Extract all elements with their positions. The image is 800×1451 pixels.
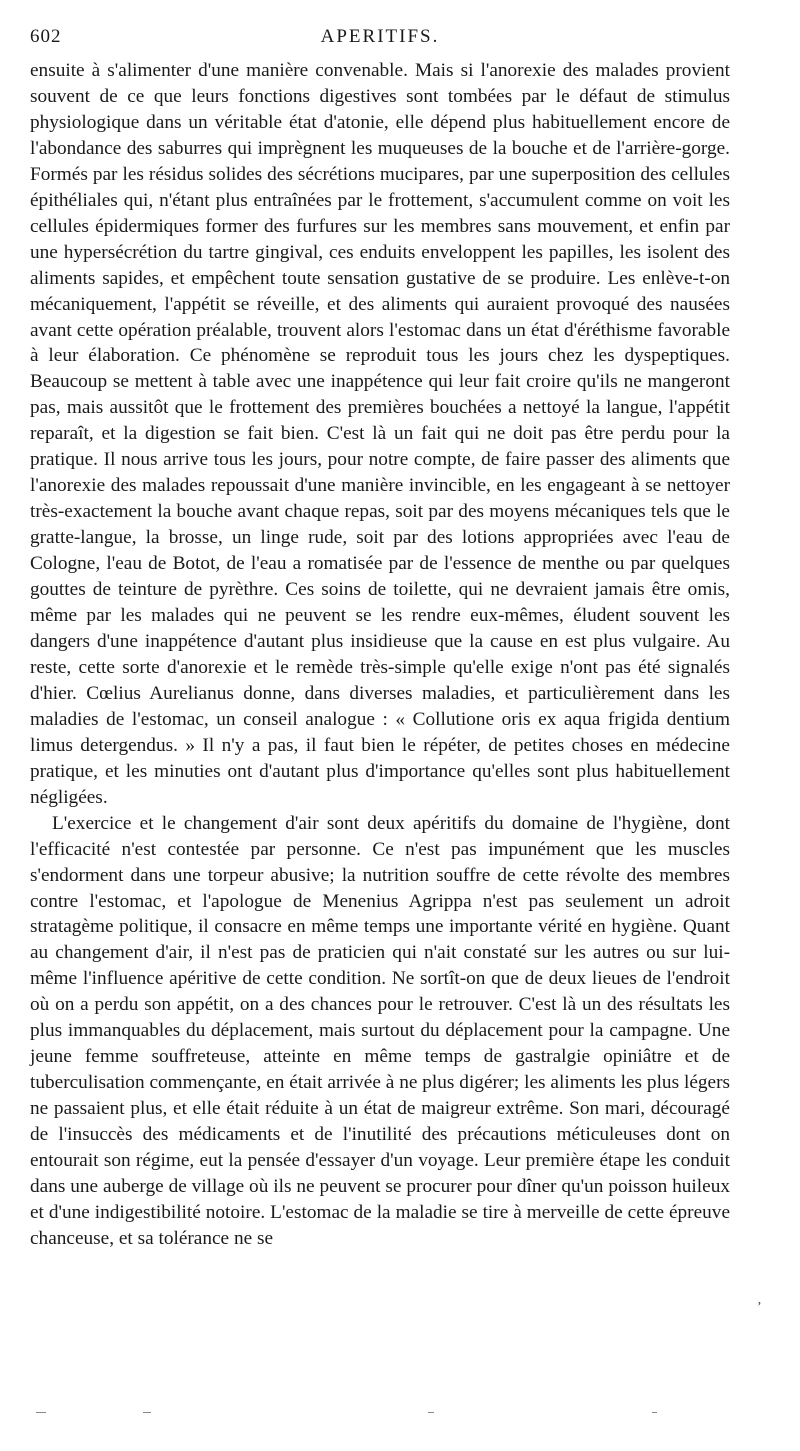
book-page	[30, 26, 730, 1252]
paragraph-anorexie: ensuite à s'alimenter d'une manière convenable. Mais si l'anorexie des malades provient souvent de ce que leurs fonctions digestives sont tombées par le défaut de stimulus physiologique dans un véritable état d'atonie, elle dépend plus habituellement encore de l'abondance des saburres qui imprègnent les muqueuses de la bouche et de l'arrière-gorge. Formés par les résidus solides des sécrétions mucipares, par une superposition des cellules épithéliales qui, n'étant plus entraînées par le frottement, s'accumulent comme on voit les cellules épidermiques former des furfures sur les membres sans mouvement, et enfin par une hypersécrétion du tartre gingival, ces enduits enveloppent les papilles, les isolent des aliments sapides, et empêchent toute sensation gustative de se produire. Les enlève-t-on mécaniquement, l'appétit se réveille, et des aliments qui auraient provoqué des nausées avant cette opération préalable, trouvent alors l'estomac dans un état d'éréthisme favorable à leur élaboration. Ce phénomène se reproduit tous les jours chez les dyspeptiques. Beaucoup se mettent à table avec une inappétence qui leur fait croire qu'ils ne mangeront pas, mais aussitôt que le frottement des premières bouchées a nettoyé la langue, l'appétit reparaît, et la digestion se fait bien. C'est là un fait qui ne doit pas être perdu pour la pratique. Il nous arrive tous les jours, pour notre compte, de faire passer des aliments que l'anorexie des malades repoussait d'une manière invincible, en les engageant à se nettoyer très-exactement la bouche avant chaque repas, soit par des moyens mécaniques tels que le gratte-langue, la brosse, un linge rude, soit par des lotions appropriées avec l'eau de Cologne, l'eau de Botot, de l'eau a romatisée par de l'essence de menthe ou par quelques gouttes de teinture de pyrèthre. Ces soins de toilette, qui ne devraient jamais être omis, même par les malades qui ne peuvent se les rendre eux-mêmes, éludent souvent les dangers d'une inappétence d'autant plus insidieuse que la cause en est plus vulgaire. Au reste, cette sorte d'anorexie et le remède très-simple qu'elle exige n'ont pas été signalés d'hier. Cœlius Aurelianus donne, dans diverses maladies, et particulièrement dans les maladies de l'estomac, un conseil analogue : « Collutione oris ex aqua frigida dentium limus detergendus. » Il n'y a pas, il faut bien le répéter, de petites choses en médecine pratique, et les minuties ont d'autant plus d'importance qu'elles sont plus habituellement négligées.	[30, 60, 730, 808]
page-header	[30, 26, 730, 54]
margin-mark: ʼ	[757, 1300, 762, 1315]
page-bottom-marks	[30, 1412, 730, 1422]
running-head: APERITIFS.	[320, 26, 440, 47]
paragraph-exercice: L'exercice et le changement d'air sont deux apéritifs du domaine de l'hygiène, dont l'efficacité n'est contestée par personne. Ce n'est pas impunément que les muscles s'endorment dans une torpeur abusive; la nutrition souffre de cette révolte des membres contre l'estomac, et l'apologue de Menenius Agrippa n'est pas seulement un adroit stratagème politique, il consacre en même temps une importante vérité en hygiène. Quant au changement d'air, il n'est pas de praticien qui n'ait constaté sur les autres ou sur lui-même l'influence apéritive de cette condition. Ne sortît-on que de deux lieues de l'endroit où on a perdu son appétit, on a des chances pour le retrouver. C'est là un des résultats les plus immanquables du déplacement, mais surtout du déplacement pour la campagne. Une jeune femme souffreteuse, atteinte en même temps de gastralgie opiniâtre et de tuberculisation commençante, en était arrivée à ne plus digérer; les aliments les plus légers ne passaient plus, et elle était réduite à un état de maigreur extrême. Son mari, découragé de l'insuccès des médicaments et de l'inutilité des précautions méticuleuses dont on entourait son régime, eut la pensée d'essayer d'un voyage. Leur première étape les conduit dans une auberge de village où ils ne peuvent se procurer pour dîner qu'un poisson huileux et d'une indigestibilité notoire. L'estomac de la maladie se tire à merveille de cette épreuve chanceuse, et sa tolérance ne se	[30, 812, 730, 1249]
page-number: 602	[30, 26, 62, 47]
